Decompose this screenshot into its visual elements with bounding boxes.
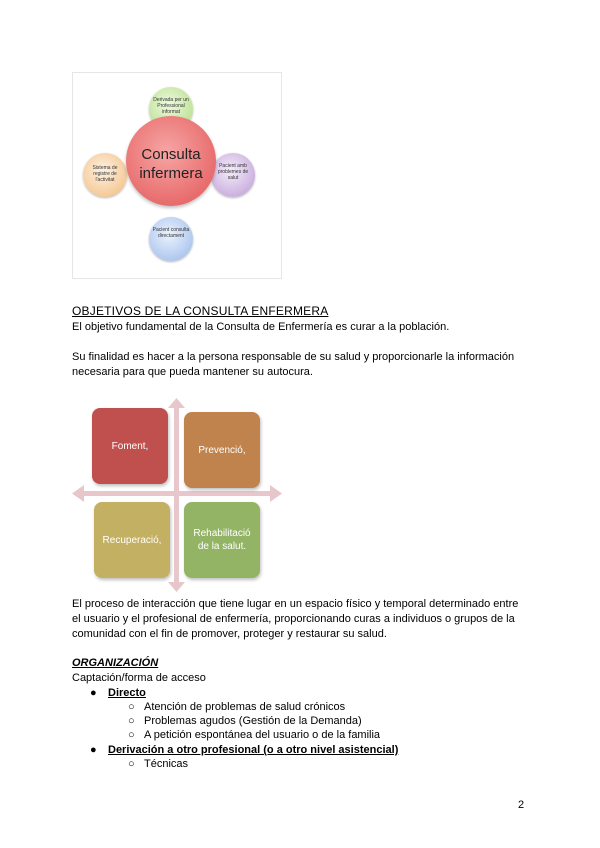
sub-list-item: Problemas agudos (Gestión de la Demanda)	[144, 715, 362, 727]
page-number: 2	[518, 799, 525, 811]
paragraph-proceso-line3: comunidad con el fin de promover, proteger y restaurar su salud.	[72, 628, 387, 640]
bullet-dot: ●	[90, 687, 97, 699]
paragraph-finalidad-line1: Su finalidad es hacer a la persona responsable de su salud y proporcionarle la información	[72, 351, 515, 363]
sub-list-item: Técnicas	[144, 758, 189, 770]
concept-map-figure	[72, 72, 282, 279]
center-circle-label: Consulta infermera	[139, 146, 203, 182]
satellite-bottom-circle	[149, 217, 193, 261]
organizacion-title: ORGANIZACIÓN	[72, 657, 159, 669]
sub-list-item: Atención de problemas de salud crónicos	[144, 701, 346, 713]
bullet-dot: ●	[90, 744, 97, 756]
quadrant-foment: Foment,	[92, 408, 168, 484]
sub-bullet-circle: ○	[128, 758, 135, 770]
quadrant-prevencio: Prevenció,	[184, 412, 260, 488]
list-item-derivacion: Derivación a otro profesional (o a otro nivel asistencial)	[108, 744, 399, 756]
paragraph-proceso-line1: El proceso de interacción que tiene lugar en un espacio físico y temporal determinado entre	[72, 598, 519, 610]
satellite-bottom-text: Pacient consulta directament	[152, 227, 190, 239]
paragraph-proceso-line2: el usuario y el profesional de enfermería, proporcionando curas a individuos o grupos de la	[72, 613, 515, 625]
sub-bullet-circle: ○	[128, 701, 135, 713]
satellite-right-text: Pacient amb problemes de salut	[217, 163, 249, 181]
satellite-top-text: Derivada per un Professional informat	[153, 97, 189, 115]
paragraph-finalidad-line2: necesaria para que pueda mantener su autocura.	[72, 366, 313, 378]
quadrant-rehabilitacio: Rehabilitació de la salut.	[184, 502, 260, 578]
quadrant-recuperacio: Recuperació,	[94, 502, 170, 578]
sub-list-item: A petición espontánea del usuario o de la familia	[144, 729, 381, 741]
list-item-directo: Directo	[108, 687, 146, 699]
sub-bullet-circle: ○	[128, 729, 135, 741]
quadrant-figure	[72, 398, 282, 592]
section-heading: OBJETIVOS DE LA CONSULTA ENFERMERA	[72, 304, 329, 318]
sub-bullet-circle: ○	[128, 715, 135, 727]
paragraph-objective: El objetivo fundamental de la Consulta de Enfermería es curar a la población.	[72, 321, 450, 333]
organizacion-subtitle: Captación/forma de acceso	[72, 672, 206, 684]
satellite-left-text: Sistema de registre de l'activitat	[92, 165, 118, 183]
